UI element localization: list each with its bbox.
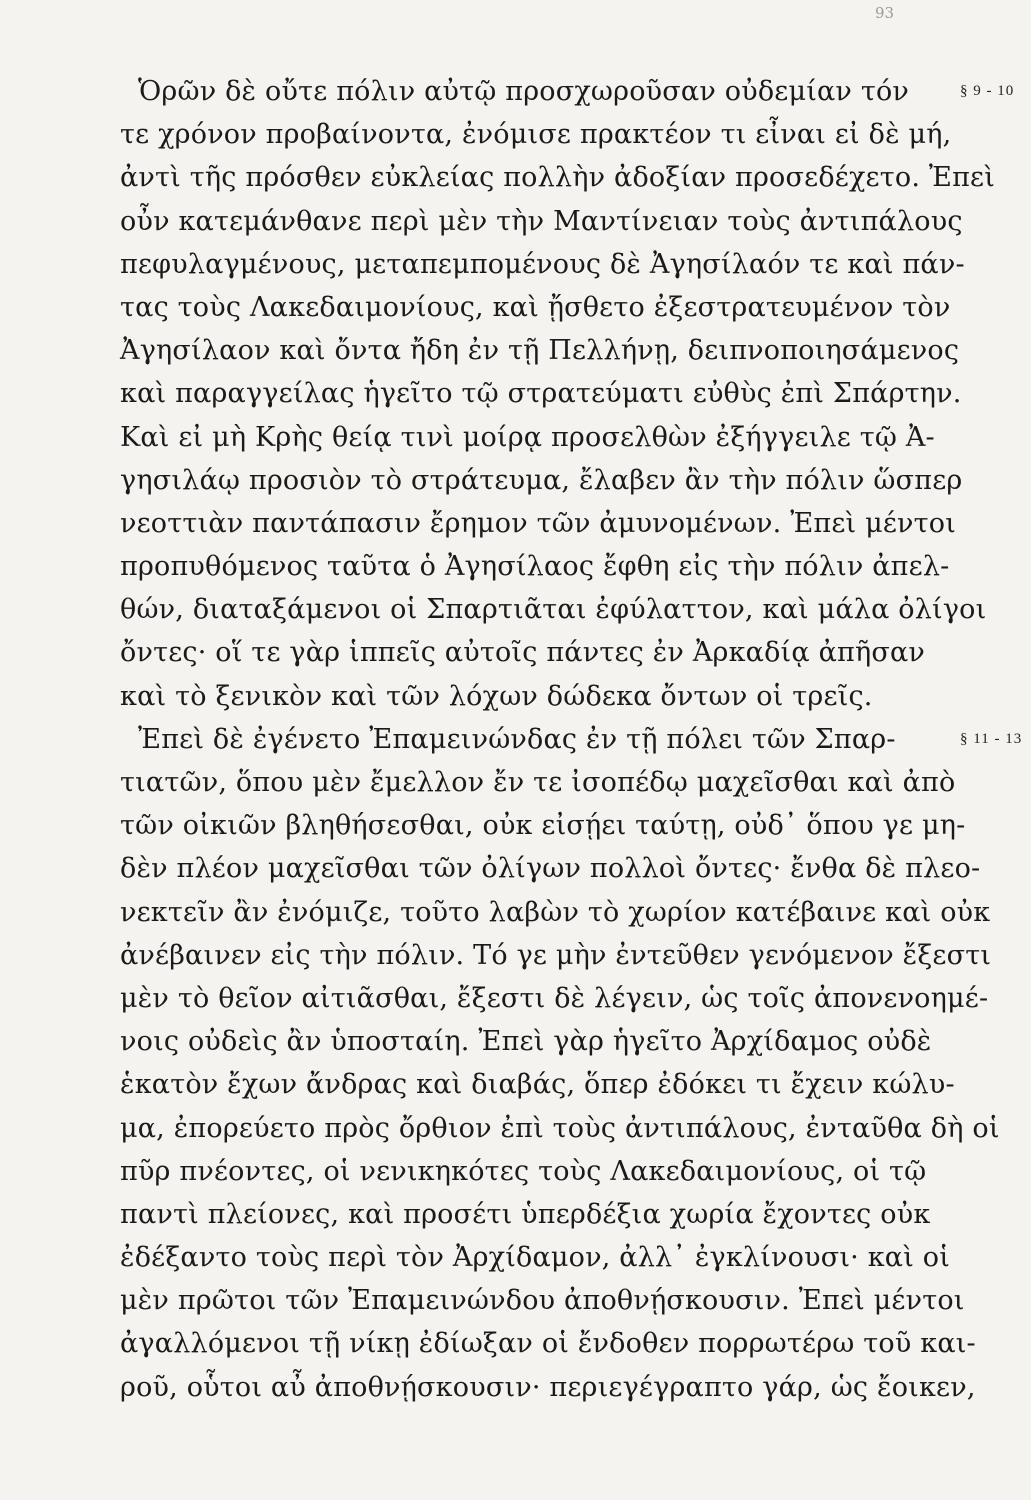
page-number: 93: [875, 4, 895, 22]
section-reference: § 9 - 10: [960, 83, 1015, 99]
text-line: [120, 502, 957, 545]
text-line: [120, 675, 950, 718]
text-line: [120, 847, 981, 890]
line-text: καὶ τὸ ξενικὸν καὶ τῶν λόχων δώδεκα ὄντων οἱ τρεῖς.: [120, 680, 873, 712]
text-line: [120, 631, 950, 674]
line-text: Καὶ εἰ μὴ Κρὴς θείᾳ τινὶ μοίρᾳ προσελθὼν ἐξήγγειλε τῷ Ἀ-: [120, 421, 935, 453]
line-text: μὲν πρῶτοι τῶν Ἐπαμεινώνδου ἀποθνῄσκουσιν. Ἐπεὶ μέντοι: [120, 1285, 965, 1317]
line-text: νεκτεῖν ἂν ἐνόμιζε, τοῦτο λαβὼν τὸ χωρίον κατέβαινε καὶ οὐκ: [120, 896, 991, 928]
line-text: Ἀγησίλαον καὶ ὄντα ἤδη ἐν τῇ Πελλήνῃ, δειπνοποιησάμενος: [120, 335, 960, 367]
text-line: [120, 1366, 976, 1409]
text-line: [120, 372, 962, 415]
text-line: [120, 1150, 950, 1193]
text-line: [120, 70, 1015, 113]
text-line: [120, 1020, 950, 1063]
line-text: ἀντὶ τῆς πρόσθεν εὐκλείας πολλὴν ἀδοξίαν προσεδέχετο. Ἐπεὶ: [120, 162, 996, 194]
line-text: ἐδέξαντο τοὺς περὶ τὸν Ἀρχίδαμον, ἀλλ᾽ ἐγκλίνουσι· καὶ οἱ: [120, 1242, 951, 1274]
text-line: [120, 200, 963, 243]
text-line: [120, 891, 991, 934]
text-line: [120, 934, 992, 977]
line-text: μὲν τὸ θεῖον αἰτιᾶσθαι, ἔξεστι δὲ λέγειν, ὡς τοῖς ἀπονενοημέ-: [120, 982, 989, 1014]
text-line: [120, 1193, 950, 1236]
section-reference: § 11 - 13: [960, 730, 1023, 747]
line-text: οὖν κατεμάνθανε περὶ μὲν τὴν Μαντίνειαν τοὺς ἀντιπάλους: [120, 205, 963, 237]
line-text: τῶν οἰκιῶν βληθήσεσθαι, οὐκ εἰσῄει ταύτῃ, οὐδ᾽ ὅπου γε μη-: [120, 810, 966, 842]
text-line: [120, 243, 965, 286]
text-line: [120, 1279, 965, 1322]
line-text: καὶ παραγγείλας ἡγεῖτο τῷ στρατεύματι εὐθὺς ἐπὶ Σπάρτην.: [120, 378, 962, 410]
text-line: [120, 113, 950, 156]
line-text: νεοττιὰν παντάπασιν ἔρημον τῶν ἀμυνομένων. Ἐπεὶ μέντοι: [120, 507, 957, 539]
text-line: [120, 588, 987, 631]
text-line: [120, 804, 966, 847]
text-line: [120, 1322, 976, 1365]
greek-text-body: [120, 70, 1023, 1409]
line-text: τιατῶν, ὅπου μὲν ἔμελλον ἔν τε ἰσοπέδῳ μαχεῖσθαι καὶ ἀπὸ: [120, 767, 956, 798]
text-line: [120, 329, 960, 372]
line-text: ἑκατὸν ἔχων ἄνδρας καὶ διαβάς, ὅπερ ἐδόκει τι ἔχειν κώλυ-: [120, 1069, 955, 1101]
line-text: τας τοὺς Λακεδαιμονίους, καὶ ᾔσθετο ἐξεστρατευμένον τὸν: [120, 291, 951, 323]
line-text: νοις οὐδεὶς ἂν ὑποσταίη. Ἐπεὶ γὰρ ἡγεῖτο Ἀρχίδαμος οὐδὲ: [120, 1026, 932, 1058]
line-text: Ἐπεὶ δὲ ἐγένετο Ἐπαμεινώνδας ἐν τῇ πόλει τῶν Σπαρ-: [138, 723, 896, 755]
line-text: γησιλάῳ προσιὸν τὸ στράτευμα, ἔλαβεν ἂν τὴν πόλιν ὥσπερ: [120, 464, 963, 496]
line-text: Ὁρῶν δὲ οὔτε πόλιν αὐτῷ προσχωροῦσαν οὐδεμίαν τόν: [138, 76, 910, 107]
text-line: [120, 286, 950, 329]
line-text: προπυθόμενος ταῦτα ὁ Ἀγησίλαος ἔφθη εἰς τὴν πόλιν ἀπελ-: [120, 551, 950, 583]
text-line: [120, 459, 963, 502]
line-text: ἀνέβαινεν εἰς τὴν πόλιν. Τό γε μὴν ἐντεῦθεν γενόμενον ἔξεστι: [120, 939, 992, 971]
line-text: ἀγαλλόμενοι τῇ νίκῃ ἐδίωξαν οἱ ἔνδοθεν πορρωτέρω τοῦ και-: [120, 1328, 976, 1360]
text-line: [120, 545, 950, 588]
line-text: παντὶ πλείονες, καὶ προσέτι ὑπερδέξια χωρία ἔχοντες οὐκ: [120, 1198, 931, 1230]
text-line: [120, 1063, 955, 1106]
line-text: πῦρ πνέοντες, οἱ νενικηκότες τοὺς Λακεδαιμονίους, οἱ τῷ: [120, 1155, 927, 1187]
line-text: μα, ἐπορεύετο πρὸς ὄρθιον ἐπὶ τοὺς ἀντιπάλους, ἐνταῦθα δὴ οἱ: [120, 1112, 1000, 1144]
text-line: [120, 416, 950, 459]
text-line: [120, 1107, 1000, 1150]
line-text: ὄντες· οἵ τε γὰρ ἱππεῖς αὐτοῖς πάντες ἐν Ἀρκαδίᾳ ἀπῆσαν: [120, 637, 925, 669]
line-text: πεφυλαγμένους, μεταπεμπομένους δὲ Ἀγησίλαόν τε καὶ πάν-: [120, 248, 965, 280]
line-text: ροῦ, οὗτοι αὖ ἀποθνῄσκουσιν· περιεγέγραπτο γάρ, ὡς ἔοικεν,: [120, 1371, 976, 1403]
text-line: [120, 977, 989, 1020]
text-line: [120, 156, 996, 199]
line-text: δὲν πλέον μαχεῖσθαι τῶν ὀλίγων πολλοὶ ὄντες· ἔνθα δὲ πλεο-: [120, 853, 981, 885]
text-line: [120, 1236, 950, 1279]
text-line: [120, 761, 956, 804]
text-line: [120, 718, 1023, 761]
line-text: τε χρόνον προβαίνοντα, ἐνόμισε πρακτέον τι εἶναι εἰ δὲ μή,: [120, 119, 952, 151]
line-text: θών, διαταξάμενοι οἱ Σπαρτιᾶται ἐφύλαττον, καὶ μάλα ὀλίγοι: [120, 594, 987, 626]
